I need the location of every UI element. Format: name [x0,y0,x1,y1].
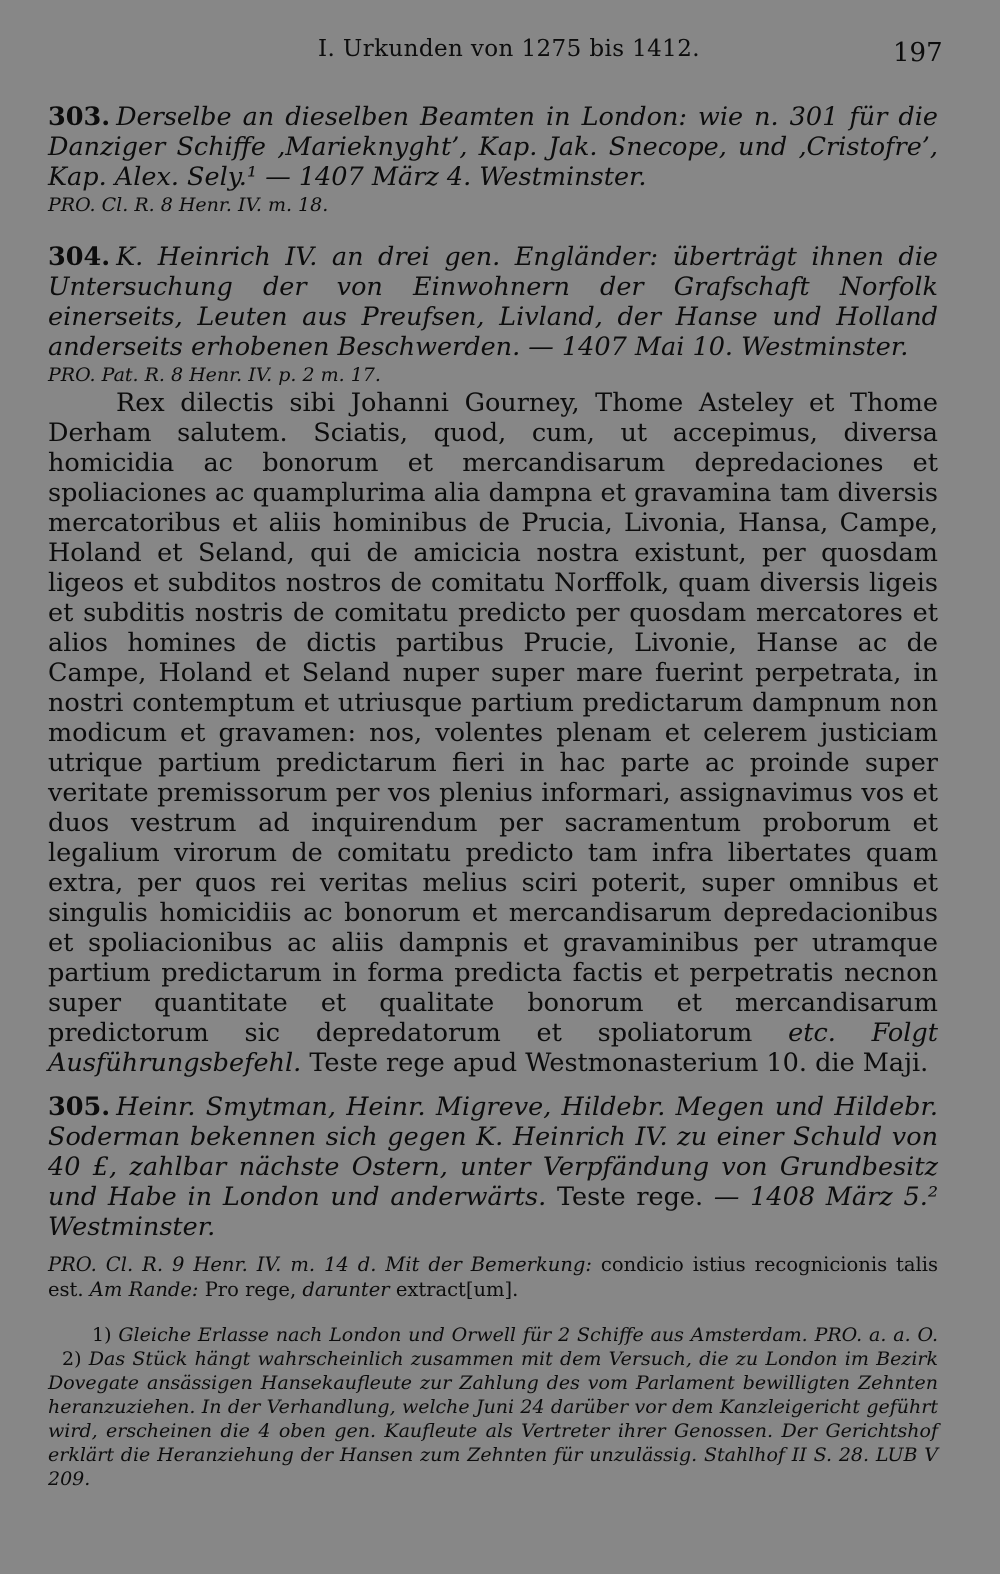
etc-marker: etc. [788,1018,836,1048]
regest-text: K. Heinrich IV. an drei gen. Engländer: überträgt ihnen die Untersuchung der von Einwohnern der Grafschaft Norfolk einerseits, Leuten aus Preufsen, Livland, der Hanse und Holland anderseits erhobenen Beschwerden. — 1407 Mai 10. Westminster. [48,242,938,362]
footnotes [48,1323,938,1491]
source-reference: PRO. Cl. R. 9 Henr. IV. m. 14 d. [48,1253,377,1276]
entry-number: 305. [48,1092,111,1122]
editorial-note: Folgt Ausführungsbefehl. [48,1018,939,1078]
source-note [48,1252,938,1302]
entry-number: 304. [48,242,111,272]
note-text: condicio istius recognicionis talis est. [48,1253,938,1301]
entry-regest [48,102,938,192]
note-label: Mit der Bemerkung: [385,1253,592,1276]
latin-text: Rex dilectis sibi Johanni Gourney, Thome Asteley et Thome Derham salutem. Sciatis, quod, cum, ut accepimus, diversa homicidia ac bonorum et mercandisarum depredaciones et spoliaciones ac quamplurima alia dampna et gravamina tam diversis mercatoribus et aliis hominibus de Prucia, Livonia, Hansa, Campe, Holand et Seland, qui de amicicia nostra existunt, per quosdam ligeos et subditos nostros de comitatu Norffolk, quam diversis ligeis et subditis nostris de comitatu predicto per quosdam mercatores et alios homines de dictis partibus Prucie, Livonie, Hanse ac de Campe, Holand et Seland nuper super mare fuerint perpetrata, in nostri contemptum et utriusque partium predictarum dampnum non modicum et gravamen: nos, volentes plenam et celerem justiciam utrique partium predictarum fieri in hac parte ac proinde super veritate premissorum per vos plenius informari, assignavimus vos et duos vestrum ad inquirendum per sacramentum proborum et legalium virorum de comitatu predicto tam infra libertates quam extra, per quos rei veritas melius sciri poterit, super omnibus et singulis homicidiis ac bonorum et mercandisarum depredacionibus et spoliacionibus ac aliis dampnis et gravaminibus per utramque partium predictarum in forma predicta factis et perpetratis necnon super quantitate et qualitate bonorum et mercandisarum predictorum sic depredatorum et spoliatorum [48,388,938,1048]
running-title: I. Urkunden von 1275 bis 1412. [318,36,700,62]
entry-regest [48,1092,938,1242]
page-header [0,36,1000,72]
footnote-marker: 1) [92,1324,112,1346]
source-reference: PRO. Cl. R. 8 Henr. IV. m. 18. [48,194,329,216]
note-text: extract[um]. [395,1278,519,1301]
entry-303 [48,102,938,218]
entry-304 [48,242,938,1078]
regest-date: — 1408 März 5.² Westminster. [48,1182,939,1242]
regest-teste: Teste rege. [557,1182,704,1212]
regest-text: Heinr. Smytman, Heinr. Migreve, Hildebr. Megen und Hildebr. Soderman bekennen sich gegen K. Heinrich IV. zu einer Schuld von 40 £, zahlbar nächste Ostern, unter Verpfändung von Grundbesitz und Habe in London und anderwärts. [48,1092,938,1212]
document-text [48,388,938,1078]
entry-regest [48,242,938,362]
page-number: 197 [893,38,943,68]
entry-number: 303. [48,102,111,132]
footnote-2: Das Stück hängt wahrscheinlich zusammen mit dem Versuch, die zu London im Bezirk Dovegate ansässigen Hansekaufleute zur Zahlung des vom Parlament bewilligten Zehnten heranzuziehen. In der Verhandlung, welche Juni 24 darüber vor dem Kanzleigericht geführt wird, erscheinen die 4 oben gen. Kaufleute als Vertreter ihrer Genossen. Der Gerichtshof erklärt die Heranziehung der Hansen zum Zehnten für unzulässig. Stahlhof II S. 28. LUB V 209. [48,1348,938,1490]
note-label: Am Rande: [89,1278,199,1301]
footnote-1: Gleiche Erlasse nach London und Orwell für 2 Schiffe aus Amsterdam. PRO. a. a. O. [118,1324,938,1346]
note-label: darunter [302,1278,390,1301]
source-reference: PRO. Pat. R. 8 Henr. IV. p. 2 m. 17. [48,364,381,386]
note-text: Pro rege, [204,1278,297,1301]
entry-305 [48,1092,938,1302]
closing-text: Teste rege apud Westmonasterium 10. die Maji. [309,1048,929,1078]
regest-text: Derselbe an dieselben Beamten in London: wie n. 301 für die Danziger Schiffe ‚Marieknyght’, Kap. Jak. Snecope, und ‚Cristofre’, Kap. Alex. Sely.¹ — 1407 März 4. Westminster. [48,102,938,192]
footnote-marker: 2) [62,1348,82,1370]
